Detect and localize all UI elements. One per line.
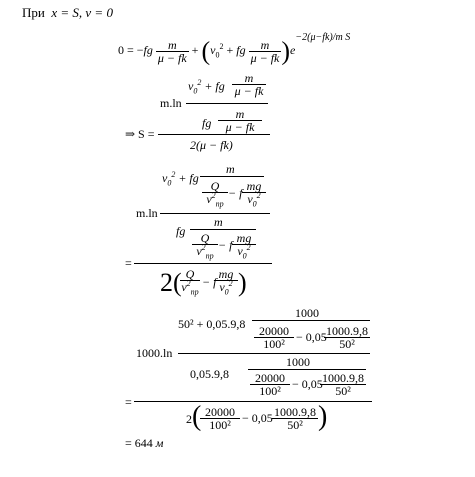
eq1-paren-open: ( bbox=[201, 36, 211, 66]
eq3-num-mg: mg $v_0^2$ bbox=[242, 180, 266, 205]
equation-1: 0 = −fg $\frac{m}{\mu - fk}$ + ($v_0^2$ + fg $\frac{m}{\mu - fk}$ )$e^{-2(\mu-fk)/m S}$ bbox=[118, 32, 351, 66]
eq4-den-top: 0,05.9,8 bbox=[190, 367, 229, 381]
result-unit: м bbox=[155, 436, 164, 450]
eq3-bot-mg: mg $v_0^2$ bbox=[214, 268, 238, 293]
result-text: = 644 bbox=[125, 436, 153, 450]
eq4-prefix: 1000.ln bbox=[136, 346, 173, 360]
eq3-inner-bar bbox=[160, 213, 270, 214]
eq4-den-frac-2: 1000.9,8 50² bbox=[322, 371, 364, 398]
eq4-den-1000: 1000 bbox=[286, 355, 310, 369]
eq4-bot-two: 2 bbox=[186, 412, 192, 426]
eq4-den-bar bbox=[248, 369, 366, 370]
eq1-paren-close: ) bbox=[281, 36, 291, 66]
eq1-exp-base: e bbox=[290, 43, 296, 57]
eq3-num-Q: Q $v^2_{пр}$ bbox=[202, 180, 228, 205]
eq2-implies: ⇒ S = bbox=[125, 127, 155, 141]
eq3-num-top: $v_0^2$ + fg bbox=[162, 170, 199, 188]
eq4-num-frac-2: 1000.9,8 50² bbox=[326, 324, 368, 351]
eq3-num-minus-f: − f bbox=[228, 186, 243, 200]
eq4-bot-frac-1: 20000 100² bbox=[200, 406, 240, 431]
eq2-den: 2(μ − fk) bbox=[190, 138, 233, 152]
eq4-bot-paren-close: ) bbox=[318, 401, 328, 432]
eq3-den-m: m bbox=[214, 215, 223, 229]
condition-text: x = S, v = 0 bbox=[51, 5, 113, 20]
eq2-num-top: $v_0^2$ + fg bbox=[188, 78, 225, 96]
eq1-v0: v bbox=[210, 43, 216, 57]
eq3-den-minus-f: − f bbox=[218, 238, 233, 252]
eq1-plus: + bbox=[191, 43, 199, 57]
eq4-den-frac-1: 20000 100² bbox=[250, 372, 290, 397]
eq3-bot-Q: Q $v^2_{пр}$ bbox=[181, 267, 199, 297]
eq1-fg: fg bbox=[143, 43, 153, 57]
eq4-num-bar bbox=[252, 320, 370, 321]
eq2-main-bar bbox=[158, 134, 270, 135]
eq4-den-minus: − 0,05 bbox=[292, 377, 323, 391]
condition-line bbox=[22, 6, 113, 19]
eq3-prefix: m.ln bbox=[136, 206, 158, 220]
eq4-num-top: 50² + 0,05.9,8 bbox=[178, 317, 246, 331]
eq2-num-frac: m μ − fk bbox=[232, 72, 266, 97]
eq3-den-Q: Q $v^2_{пр}$ bbox=[192, 232, 218, 257]
eq4-main-bar bbox=[134, 401, 372, 402]
eq4-bot-minus: − 0,05 bbox=[242, 411, 273, 425]
eq4-bot-paren-open: ( bbox=[192, 401, 202, 432]
eq1-frac-1: $\frac{m}{\mu - fk}$ bbox=[157, 37, 187, 65]
eq1-lhs: 0 = − bbox=[118, 43, 144, 57]
eq1-frac-2: $\frac{m}{\mu - fk}$ bbox=[250, 37, 280, 65]
eq4-bot-frac-2: 1000.9,8 50² bbox=[274, 405, 316, 432]
eq3-paren-open: 2( bbox=[160, 268, 182, 297]
eq3-paren-close: ) bbox=[238, 268, 247, 297]
eq3-den-fg: fg bbox=[176, 224, 186, 238]
eq3-bot-minus-f: − f bbox=[202, 275, 217, 289]
eq2-den-frac: m μ − fk bbox=[218, 108, 262, 133]
eq2-den-fg: fg bbox=[202, 116, 212, 130]
eq4-num-minus: − 0,05 bbox=[296, 330, 327, 344]
eq2-prefix: m.ln bbox=[160, 96, 182, 110]
eq4-num-1000: 1000 bbox=[295, 306, 319, 320]
intro-label: При bbox=[22, 5, 45, 20]
eq3-den-mg: mg $v_0^2$ bbox=[232, 232, 256, 257]
eq3-num-bar bbox=[200, 176, 264, 177]
eq4-equals: = bbox=[125, 395, 132, 409]
eq3-main-bar bbox=[134, 263, 272, 264]
eq1-exponent: −2(μ−fk)/m S bbox=[295, 32, 351, 43]
eq2-inner-bar bbox=[186, 103, 268, 104]
eq4-inner-bar bbox=[178, 353, 370, 354]
eq3-num-m: m bbox=[226, 162, 235, 176]
result-line bbox=[125, 437, 163, 450]
eq3-equals: = bbox=[125, 256, 132, 270]
eq3-den-bar bbox=[190, 229, 256, 230]
eq4-num-frac-1: 20000 100² bbox=[254, 325, 294, 350]
